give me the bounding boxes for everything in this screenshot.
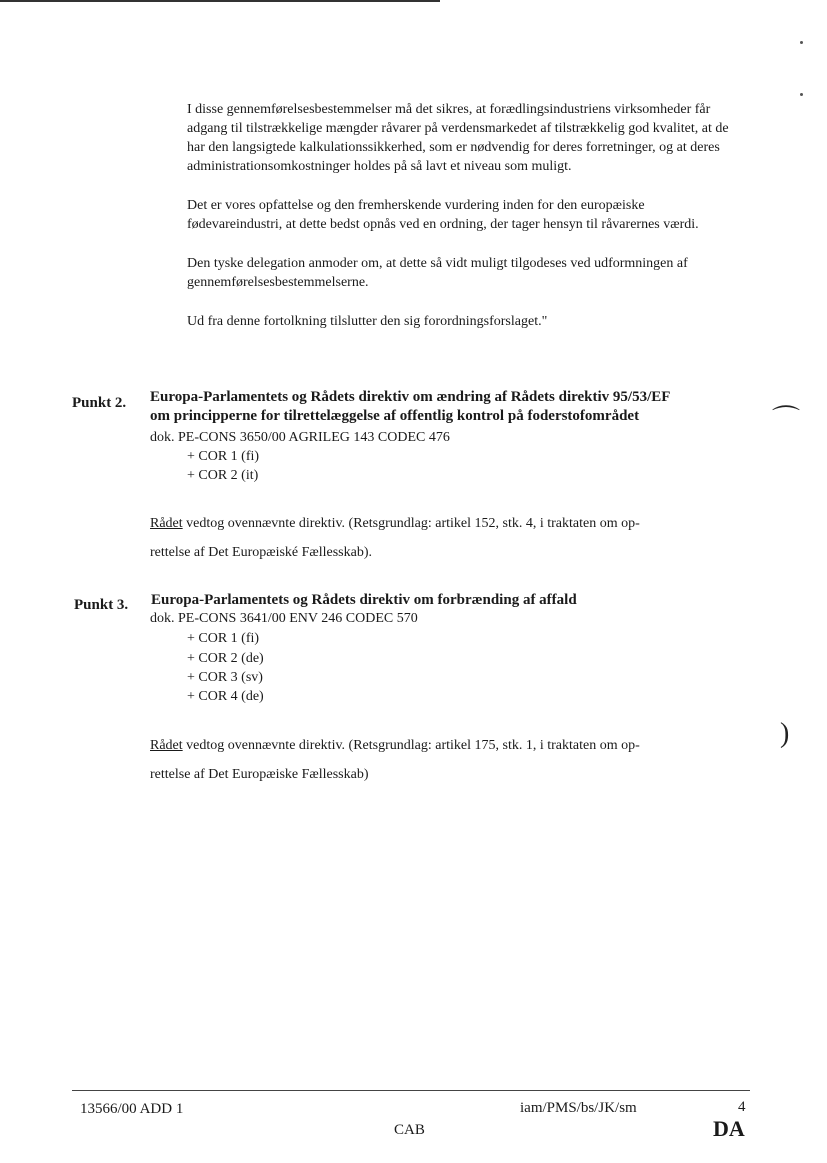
item-title	[150, 388, 740, 426]
item-title-line: Europa-Parlamentets og Rådets direktiv om forbrænding af affald	[151, 592, 577, 608]
decision-line	[150, 516, 640, 532]
punch-hole-mark: )	[780, 718, 790, 749]
paragraph: Det er vores opfattelse og den fremherskende vurdering inden for den europæiske fødevareindustri, at dette bedst opnås ved en ordning, der tager hensyn til råvarernes værdi.	[187, 198, 699, 232]
item-title-line: om principperne for tilrettelæggelse af offentlig kontrol på foderstofområdet	[150, 408, 640, 424]
corrigendum: + COR 2 (de)	[187, 651, 264, 666]
corrigendum: + COR 4 (de)	[187, 689, 264, 704]
decision-line: rettelse af Det Europæiské Fællesskab).	[150, 545, 373, 560]
corrigendum: + COR 2 (it)	[187, 468, 259, 483]
decision-text: vedtog ovennævnte direktiv. (Retsgrundlag: artikel 175, stk. 1, i traktaten om op-	[182, 738, 640, 753]
document-reference: dok. PE-CONS 3650/00 AGRILEG 143 CODEC 476	[150, 430, 450, 445]
punch-hole-mark: ⌒	[772, 405, 801, 436]
paragraph: Ud fra denne fortolkning tilslutter den sig forordningsforslaget."	[187, 314, 548, 329]
item-label: Punkt 2.	[72, 395, 127, 411]
paragraph: Den tyske delegation anmoder om, at dette så vidt muligt tilgodeses ved udformningen af gennemførelsesbestemmelserne.	[187, 256, 688, 290]
decision-text: vedtog ovennævnte direktiv. (Retsgrundlag: artikel 152, stk. 4, i traktaten om op-	[182, 516, 640, 531]
corrigendum: + COR 3 (sv)	[187, 670, 263, 685]
language-code: DA	[713, 1116, 745, 1141]
footer-rule	[72, 1090, 750, 1091]
decision-subject: Rådet	[150, 738, 183, 753]
decision-line	[150, 738, 640, 754]
decision-subject: Rådet	[150, 516, 183, 531]
item-label: Punkt 3.	[74, 597, 129, 613]
paragraph: I disse gennemførelsesbestemmelser må det sikres, at forædlingsindustriens virksomheder får adgang til tilstrækkelige mængder råvarer på verdensmarkedet af tilstrækkelig god kvalitet, at de har den langsigtede kalkulationssikkerhed, som er nødvendig for deres forretninger, og at deres administrationsomkostninger holdes på så lavt et niveau som muligt.	[187, 102, 729, 174]
scan-speck	[800, 93, 803, 96]
top-rule	[0, 0, 440, 2]
document-reference: dok. PE-CONS 3641/00 ENV 246 CODEC 570	[150, 611, 418, 626]
decision-line: rettelse af Det Europæiske Fællesskab)	[150, 767, 369, 782]
corrigendum: + COR 1 (fi)	[187, 449, 260, 464]
author-initials: iam/PMS/bs/JK/sm	[520, 1100, 637, 1116]
department-code: CAB	[394, 1122, 425, 1138]
item-title	[151, 591, 741, 610]
page-number: 4	[738, 1099, 746, 1115]
document-reference-number: 13566/00 ADD 1	[80, 1101, 184, 1117]
continuation-text	[187, 100, 732, 351]
corrigendum: + COR 1 (fi)	[187, 631, 260, 646]
scan-speck	[800, 41, 803, 44]
item-title-line: Europa-Parlamentets og Rådets direktiv om ændring af Rådets direktiv 95/53/EF	[150, 389, 671, 405]
